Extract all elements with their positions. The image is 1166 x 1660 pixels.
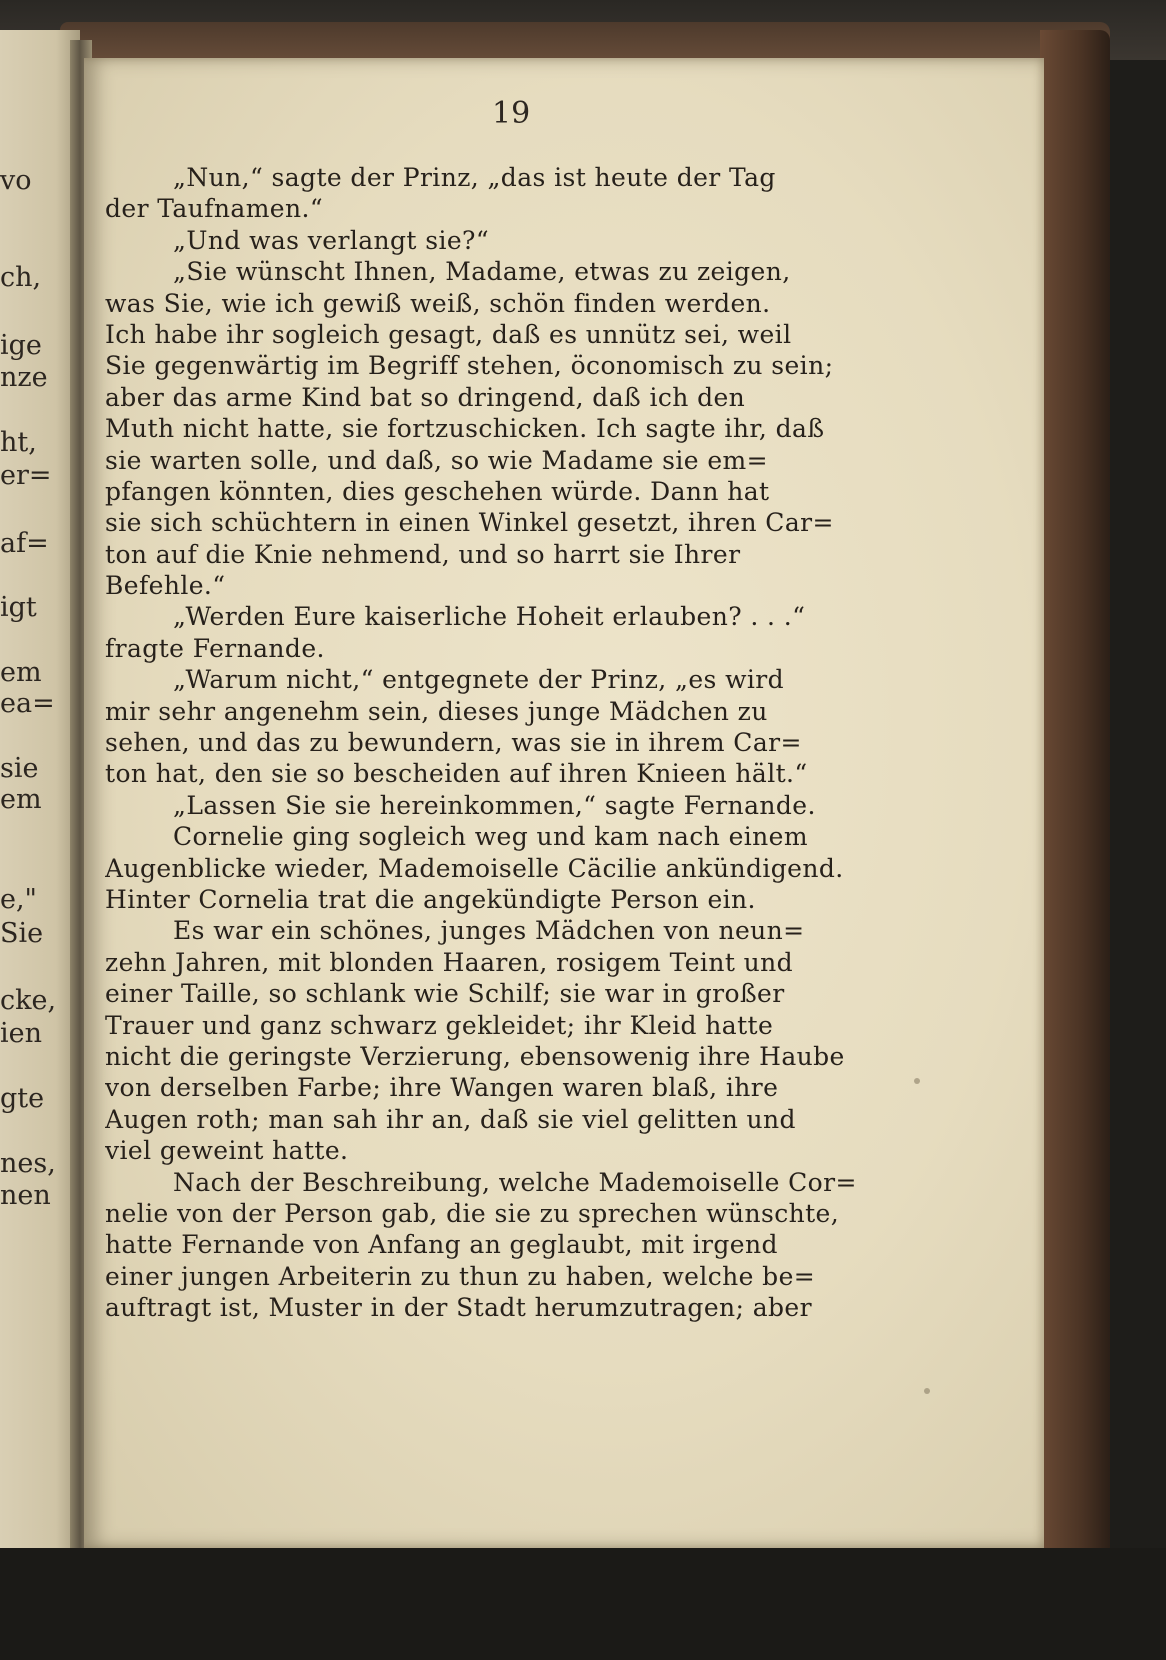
- text-line: einer Taille, so schlank wie Schilf; sie war in großer: [105, 979, 785, 1009]
- text-line: ton auf die Knie nehmend, und so harrt sie Ihrer: [105, 539, 741, 569]
- left-facing-page: [0, 30, 80, 1550]
- text-line: nelie von der Person gab, die sie zu sprechen wünschte,: [105, 1198, 840, 1228]
- text-line: „Und was verlangt sie?“: [173, 225, 490, 255]
- text-line: „Sie wünscht Ihnen, Madame, etwas zu zeigen,: [173, 257, 791, 287]
- text-line: ton hat, den sie so bescheiden auf ihren Knieen hält.“: [105, 759, 808, 789]
- left-page-fragment: af=: [0, 528, 49, 559]
- text-line: pfangen könnten, dies geschehen würde. Dann hat: [105, 476, 770, 506]
- text-line: aber das arme Kind bat so dringend, daß ich den: [105, 382, 746, 412]
- left-page-fragment: er=: [0, 460, 52, 491]
- text-line: „Warum nicht,“ entgegnete der Prinz, „es wird: [173, 665, 785, 695]
- text-line: Sie gegenwärtig im Begriff stehen, öconomisch zu sein;: [105, 351, 834, 381]
- text-line: hatte Fernande von Anfang an geglaubt, mit irgend: [105, 1230, 778, 1260]
- left-page-fragment: nes,: [0, 1148, 56, 1179]
- text-line: was Sie, wie ich gewiß weiß, schön finden werden.: [105, 288, 771, 318]
- text-line: Nach der Beschreibung, welche Mademoiselle Cor=: [173, 1167, 857, 1197]
- text-line: sie warten solle, und daß, so wie Madame sie em=: [105, 445, 768, 475]
- text-line: einer jungen Arbeiterin zu thun zu haben, welche be=: [105, 1261, 816, 1291]
- text-line: „Werden Eure kaiserliche Hoheit erlauben? . . .“: [173, 602, 806, 632]
- paper-speck: [924, 1388, 930, 1394]
- left-page-fragment: vo: [0, 165, 32, 196]
- left-page-fragment: cke,: [0, 985, 57, 1016]
- left-page-fragment: nen: [0, 1180, 51, 1211]
- paper-speck: [914, 1078, 920, 1084]
- left-page-fragment: gte: [0, 1083, 45, 1114]
- text-line: Hinter Cornelia trat die angekündigte Person ein.: [105, 884, 756, 914]
- text-line: sie sich schüchtern in einen Winkel gesetzt, ihren Car=: [105, 508, 834, 538]
- text-line: nicht die geringste Verzierung, ebensowenig ihre Haube: [105, 1041, 845, 1071]
- left-page-fragment: em: [0, 784, 42, 815]
- text-line: Cornelie ging sogleich weg und kam nach einem: [173, 822, 808, 852]
- text-line: zehn Jahren, mit blonden Haaren, rosigem Teint und: [105, 947, 794, 977]
- text-line: Trauer und ganz schwarz gekleidet; ihr Kleid hatte: [105, 1010, 774, 1040]
- text-line: viel geweint hatte.: [105, 1136, 349, 1166]
- text-line: Muth nicht hatte, sie fortzuschicken. Ich sagte ihr, daß: [105, 414, 825, 444]
- left-page-fragment: nze: [0, 362, 48, 393]
- background-bottom: [0, 1548, 1166, 1660]
- left-page-fragment: ea=: [0, 688, 55, 719]
- page-text-body: [105, 162, 895, 1323]
- left-page-fragment: ien: [0, 1018, 43, 1049]
- text-line: fragte Fernande.: [105, 633, 325, 663]
- left-page-fragment: ige: [0, 330, 42, 361]
- left-page-fragment: ch,: [0, 262, 42, 293]
- left-page-fragment: Sie: [0, 918, 44, 949]
- text-line: sehen, und das zu bewundern, was sie in ihrem Car=: [105, 728, 802, 758]
- text-line: „Lassen Sie sie hereinkommen,“ sagte Fernande.: [173, 790, 816, 820]
- text-line: Ich habe ihr sogleich gesagt, daß es unnütz sei, weil: [105, 319, 792, 349]
- text-line: mir sehr angenehm sein, dieses junge Mädchen zu: [105, 696, 768, 726]
- left-page-fragment: e,": [0, 884, 37, 915]
- text-line: Augen roth; man sah ihr an, daß sie viel gelitten und: [105, 1104, 796, 1134]
- book-cover-right-edge: [1040, 30, 1110, 1630]
- page-number: 19: [492, 96, 531, 131]
- text-line: Befehle.“: [105, 571, 226, 601]
- text-line: „Nun,“ sagte der Prinz, „das ist heute der Tag: [173, 163, 776, 192]
- text-line: von derselben Farbe; ihre Wangen waren blaß, ihre: [105, 1073, 779, 1103]
- left-page-fragment: ht,: [0, 427, 37, 458]
- text-line: der Taufnamen.“: [105, 194, 324, 224]
- text-line: Es war ein schönes, junges Mädchen von neun=: [173, 916, 805, 946]
- text-line: auftragt ist, Muster in der Stadt herumzutragen; aber: [105, 1293, 812, 1323]
- left-page-fragment: igt: [0, 592, 37, 623]
- text-line: Augenblicke wieder, Mademoiselle Cäcilie ankündigend.: [105, 853, 844, 883]
- left-page-fragment: em: [0, 657, 42, 688]
- left-page-fragment: sie: [0, 753, 39, 784]
